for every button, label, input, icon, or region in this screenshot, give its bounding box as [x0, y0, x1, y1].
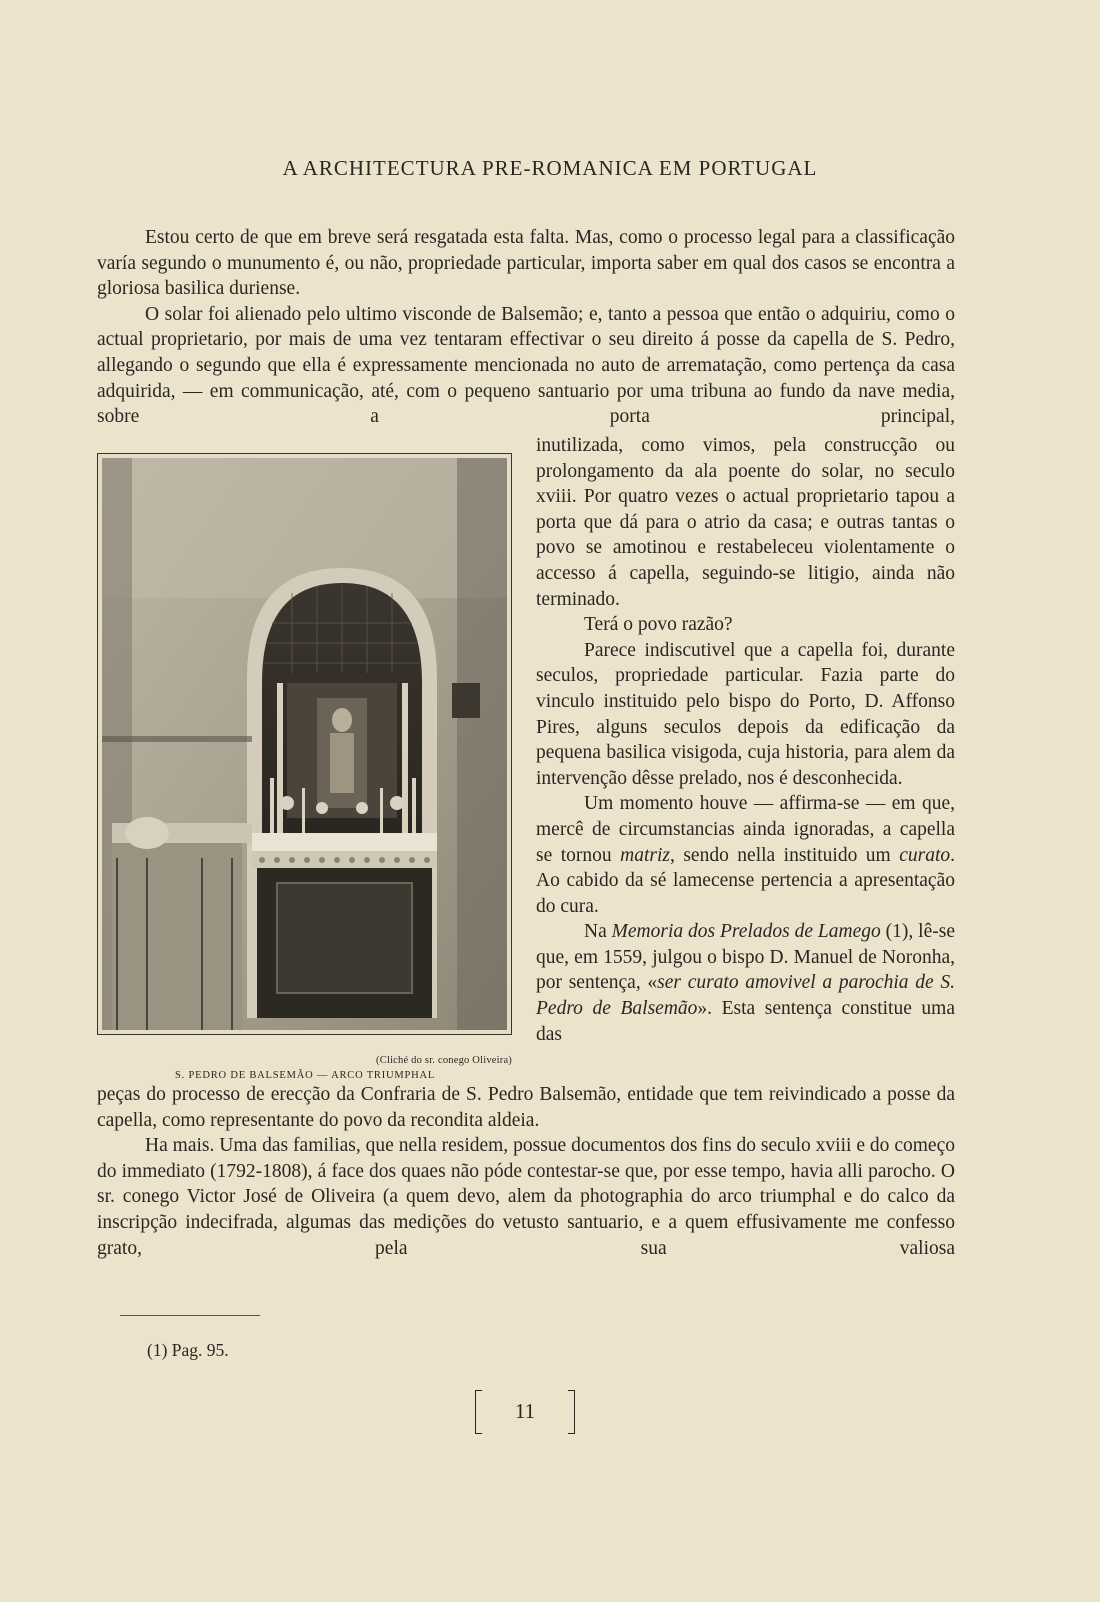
italic-quote: Balsemão [620, 998, 698, 1020]
running-header: A ARCHITECTURA PRE-ROMANICA EM PORTUGAL [282, 156, 818, 180]
italic-quote: ser curato amovivel a parochia de S. Pedro de [536, 972, 955, 1020]
paragraph: O solar foi alienado pelo ultimo visconde de Balsemão; e, tanto a pessoa que então o adquiriu, como o actual proprietario, por mais de uma vez tentaram effectivar o seu direito á posse da capella de S. Pedro, allegando o segundo que ella é expressamente mencionada no auto de arrematação, como pertença da casa adquirida, — em communicação, até, com o pequeno santuario por uma tribuna ao fundo da nave media, sobre a porta principal, [97, 303, 955, 428]
bottom-text-block [97, 1082, 955, 1261]
top-text-block [97, 225, 955, 430]
text-run: ». Esta sentença constitue uma das [536, 998, 955, 1045]
paragraph: Parece indiscutivel que a capella foi, durante seculos, propriedade particular. Fazia parte do vinculo instituido pelo bispo do Porto, D. Affonso Pires, alguns seculos depois da edificação da pequena basilica visigoda, cuja historia, para alem da intervenção dêsse prelado, nos é desconhecida. [536, 639, 955, 789]
paragraph [536, 791, 955, 919]
right-column-text [536, 433, 955, 1047]
paragraph [536, 919, 955, 1047]
footnote: (1) Pag. 95. [147, 1340, 229, 1360]
figure-caption: S. PEDRO DE BALSEMÃO — ARCO TRIUMPHAL [175, 1070, 436, 1081]
photo-arco-triumphal [97, 453, 512, 1035]
page-number-value: 11 [514, 1398, 536, 1423]
paragraph: Ha mais. Uma das familias, que nella residem, possue documentos dos fins do seculo xviii e do começo do immediato (1792-1808), á face dos quaes não póde contestar-se que, por esse tempo, havia alli parocho. O sr. conego Victor José de Oliveira (a quem devo, alem da photographia do arco triumphal e do calco da inscripção indecifrada, algumas das medições do vetusto santuario, e a quem effusivamente me confesso grato, pela sua valiosa [97, 1135, 955, 1259]
photo-credit: (Cliché do sr. conego Oliveira) [376, 1055, 512, 1066]
footnote-divider [120, 1315, 260, 1316]
paragraph: Terá o povo razão? [584, 614, 733, 636]
italic-term: curato [899, 844, 951, 866]
italic-term: matriz [620, 844, 670, 866]
paragraph: peças do processo de erecção da Confraria de S. Pedro Balsemão, entidade que tem reivindicado a posse da capella, como representante do povo da recondita aldeia. [97, 1084, 955, 1131]
page-number [475, 1390, 575, 1432]
paragraph: Estou certo de que em breve será resgatada esta falta. Mas, como o processo legal para a classificação varía segundo o munumento é, ou não, propriedade particular, importa saber em qual dos casos se encontra a gloriosa basilica duriense. [97, 227, 955, 300]
text-run: . Ao cabido da sé lamecense pertencia a apresentação do cura. [536, 844, 956, 917]
italic-title: Memoria dos Prelados de Lamego [611, 921, 881, 943]
bracket-right [568, 1390, 575, 1434]
text-run: Na [584, 921, 612, 943]
bracket-left [475, 1390, 482, 1434]
chapel-altar-photo [102, 458, 507, 1030]
paragraph: inutilizada, como vimos, pela construcção ou prolongamento da ala poente do solar, no seculo xviii. Por quatro vezes o actual proprietario tapou a porta que dá para o atrio da casa; e outras tantas o povo se amotinou e restabeleceu violentamente o accesso á capella, seguindo-se litigio, ainda não terminado. [536, 435, 955, 610]
text-run: , sendo nella instituido um [669, 844, 900, 866]
text-run: Um momento houve — affirma-se — em que, mercê de circumstancias ainda ignoradas, a capella se tornou [536, 793, 955, 866]
text-run: (1), lê-se que, em 1559, julgou o bispo D. Manuel de Noronha, por sentença, « [536, 921, 955, 994]
